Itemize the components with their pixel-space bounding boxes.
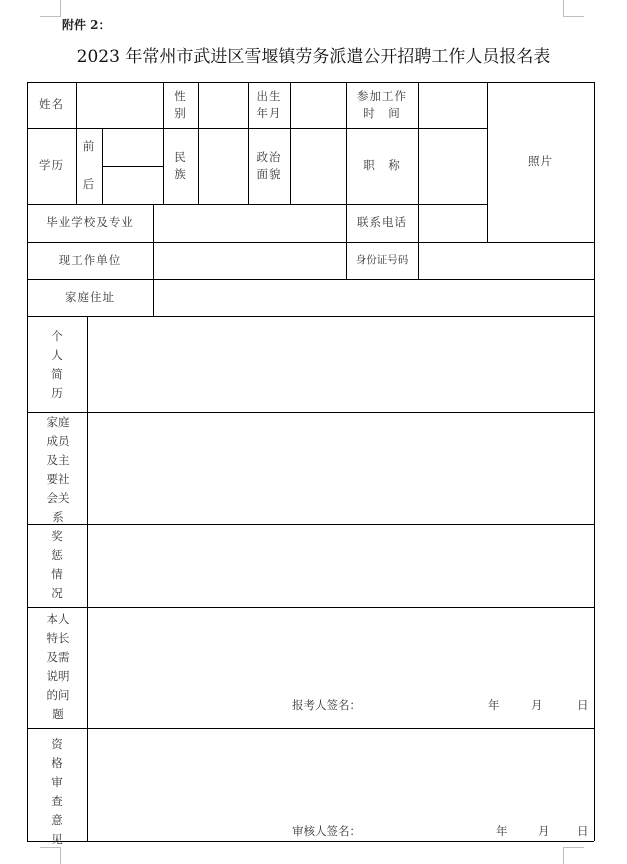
professional-title-field[interactable] xyxy=(419,129,487,204)
work-start-label: 参加工作 时 间 xyxy=(357,88,407,120)
reviewer-year-label: 年 xyxy=(496,824,508,838)
awards-field[interactable] xyxy=(88,525,594,607)
phone-field[interactable] xyxy=(419,205,487,242)
education-after-field[interactable] xyxy=(103,167,163,204)
awards-label: 奖惩情况 xyxy=(51,529,63,600)
education-before-label: 前 xyxy=(82,139,96,154)
family-relations-field[interactable] xyxy=(88,413,594,524)
education-label: 学历 xyxy=(39,158,64,173)
qualification-review-label: 资格审查意见 xyxy=(51,737,63,846)
birth-date-field[interactable] xyxy=(291,83,346,128)
crop-mark-top-right xyxy=(563,0,584,17)
ethnicity-field[interactable] xyxy=(199,129,248,204)
school-major-label: 毕业学校及专业 xyxy=(46,215,134,230)
address-field[interactable] xyxy=(154,280,594,316)
crop-mark-bottom-right xyxy=(563,847,584,864)
name-label: 姓名 xyxy=(39,97,64,112)
applicant-day-label: 日 xyxy=(577,698,589,712)
applicant-month-label: 月 xyxy=(531,698,543,712)
name-field[interactable] xyxy=(77,83,163,128)
specialty-label: 本人特长及需说明的问题 xyxy=(46,612,70,721)
attachment-label: 附件 2： xyxy=(62,18,111,32)
workplace-label: 现工作单位 xyxy=(58,252,122,267)
applicant-signature-label: 报考人签名： xyxy=(292,698,361,712)
gender-field[interactable] xyxy=(199,83,248,128)
gender-label: 性 别 xyxy=(174,88,187,120)
crop-mark-top-left xyxy=(40,0,61,17)
address-label: 家庭住址 xyxy=(65,289,115,304)
workplace-field[interactable] xyxy=(154,243,346,279)
family-relations-label: 家庭成员及主要社会关系 xyxy=(46,415,70,524)
reviewer-month-label: 月 xyxy=(538,824,550,838)
id-number-label: 身份证号码 xyxy=(355,253,409,266)
reviewer-signature-label: 审核人签名： xyxy=(292,824,361,838)
crop-mark-bottom-left xyxy=(40,847,61,864)
phone-label: 联系电话 xyxy=(357,215,407,230)
education-before-field[interactable] xyxy=(103,129,163,166)
photo-placeholder[interactable]: 照片 xyxy=(528,154,553,169)
birth-date-label: 出生 年月 xyxy=(256,88,282,120)
school-major-field[interactable] xyxy=(154,205,346,242)
id-number-field[interactable] xyxy=(419,243,594,279)
applicant-year-label: 年 xyxy=(488,698,500,712)
ethnicity-label: 民 族 xyxy=(174,149,187,181)
professional-title-label: 职 称 xyxy=(363,158,401,173)
political-status-label: 政治 面貌 xyxy=(256,149,282,181)
political-status-field[interactable] xyxy=(291,129,346,204)
resume-label: 个人简历 xyxy=(51,329,63,400)
work-start-field[interactable] xyxy=(419,83,487,128)
reviewer-day-label: 日 xyxy=(577,824,589,838)
page-title: 2023 年常州市武进区雪堰镇劳务派遣公开招聘工作人员报名表 xyxy=(76,47,551,67)
education-after-label: 后 xyxy=(82,177,96,192)
resume-field[interactable] xyxy=(88,317,594,412)
